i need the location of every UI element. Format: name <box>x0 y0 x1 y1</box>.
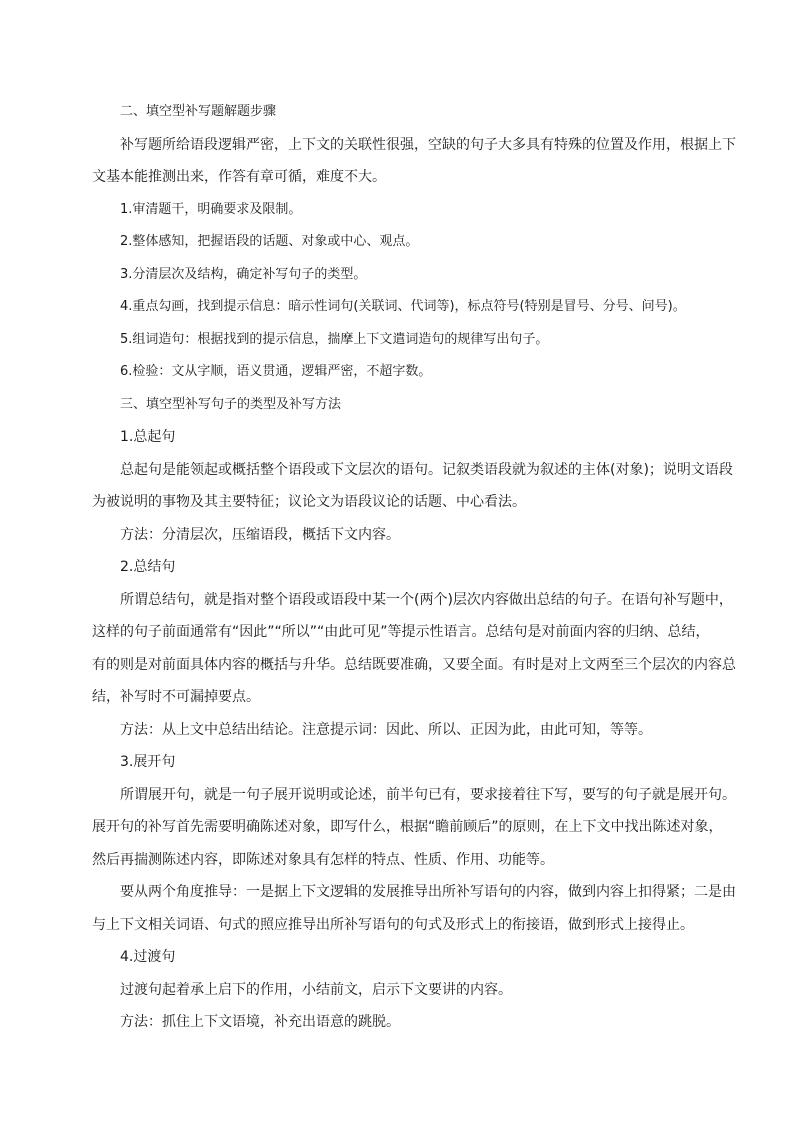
paragraph-line: 与上下文相关词语、句式的照应推导出所补写语句的句式及形式上的衔接语，做到形式上接得止。 <box>92 916 694 933</box>
step-item-4: 4.重点勾画，找到提示信息：暗示性词句(关联词、代词等)，标点符号(特别是冒号、分号、问号)。 <box>120 299 686 314</box>
step-item-3: 3.分清层次及结构，确定补写句子的类型。 <box>120 266 367 282</box>
subsection-title-1: 1.总起句 <box>120 429 176 445</box>
section-heading-2: 二、填空型补写题解题步骤 <box>120 104 277 119</box>
paragraph-line: 所谓总结句，就是指对整个语段或语段中某一个(两个)层次内容做出总结的句子。在语句补写题中， <box>120 591 733 608</box>
method-line: 方法：从上文中总结出结论。注意提示词：因此、所以、正因为此，由此可知，等等。 <box>120 721 652 738</box>
step-item-5: 5.组词造句：根据找到的提示信息，揣摩上下文遣词造句的规律写出句子。 <box>120 331 549 347</box>
paragraph-line: 这样的句子前面通常有“因此”“所以”“由此可见”等提示性语言。总结句是对前面内容的归纳、总结， <box>92 624 710 640</box>
paragraph-line: 要从两个角度推导：一是据上下文逻辑的发展推导出所补写语句的内容，做到内容上扣得紧；二是由 <box>120 884 736 900</box>
subsection-title-2: 2.总结句 <box>120 559 176 575</box>
step-item-2: 2.整体感知，把握语段的话题、对象或中心、观点。 <box>120 234 419 249</box>
paragraph-line: 展开句的补写首先需要明确陈述对象，即写什么，根据“瞻前顾后”的原则，在上下文中找出陈述对象， <box>92 819 723 835</box>
paragraph-line: 为被说明的事物及其主要特征；议论文为语段议论的话题、中心看法。 <box>92 494 526 510</box>
paragraph-line: 然后再揣测陈述内容，即陈述对象具有怎样的特点、性质、作用、功能等。 <box>92 851 554 868</box>
paragraph-line: 有的则是对前面具体内容的概括与升华。总结既要准确，又要全面。有时是对上文两至三个层次的内容总 <box>92 656 736 673</box>
paragraph-line: 所谓展开句，就是一句子展开说明或论述，前半句已有，要求接着往下写，要写的句子就是展开句。 <box>120 786 736 803</box>
step-item-1: 1.审清题干，明确要求及限制。 <box>120 201 302 217</box>
method-line: 方法：抓住上下文语境，补充出语意的跳脱。 <box>120 1014 400 1030</box>
subsection-title-3: 3.展开句 <box>120 754 176 770</box>
method-line: 方法：分清层次，压缩语段，概括下文内容。 <box>120 526 400 543</box>
paragraph-line: 过渡句起着承上启下的作用，小结前文，启示下文要讲的内容。 <box>120 981 512 998</box>
paragraph-line: 结，补写时不可漏掉要点。 <box>92 689 260 705</box>
paragraph-line: 文基本能推测出来，作答有章可循，难度不大。 <box>92 169 386 185</box>
subsection-title-4: 4.过渡句 <box>120 949 176 965</box>
paragraph-line: 总起句是能领起或概括整个语段或下文层次的语句。记叙类语段就为叙述的主体(对象)；说明文语段 <box>120 461 733 478</box>
paragraph-line: 补写题所给语段逻辑严密，上下文的关联性很强，空缺的句子大多具有特殊的位置及作用，根据上下 <box>120 136 736 153</box>
section-heading-3: 三、填空型补写句子的类型及补写方法 <box>120 396 342 412</box>
step-item-6: 6.检验：文从字顺，语义贯通，逻辑严密，不超字数。 <box>120 364 432 379</box>
